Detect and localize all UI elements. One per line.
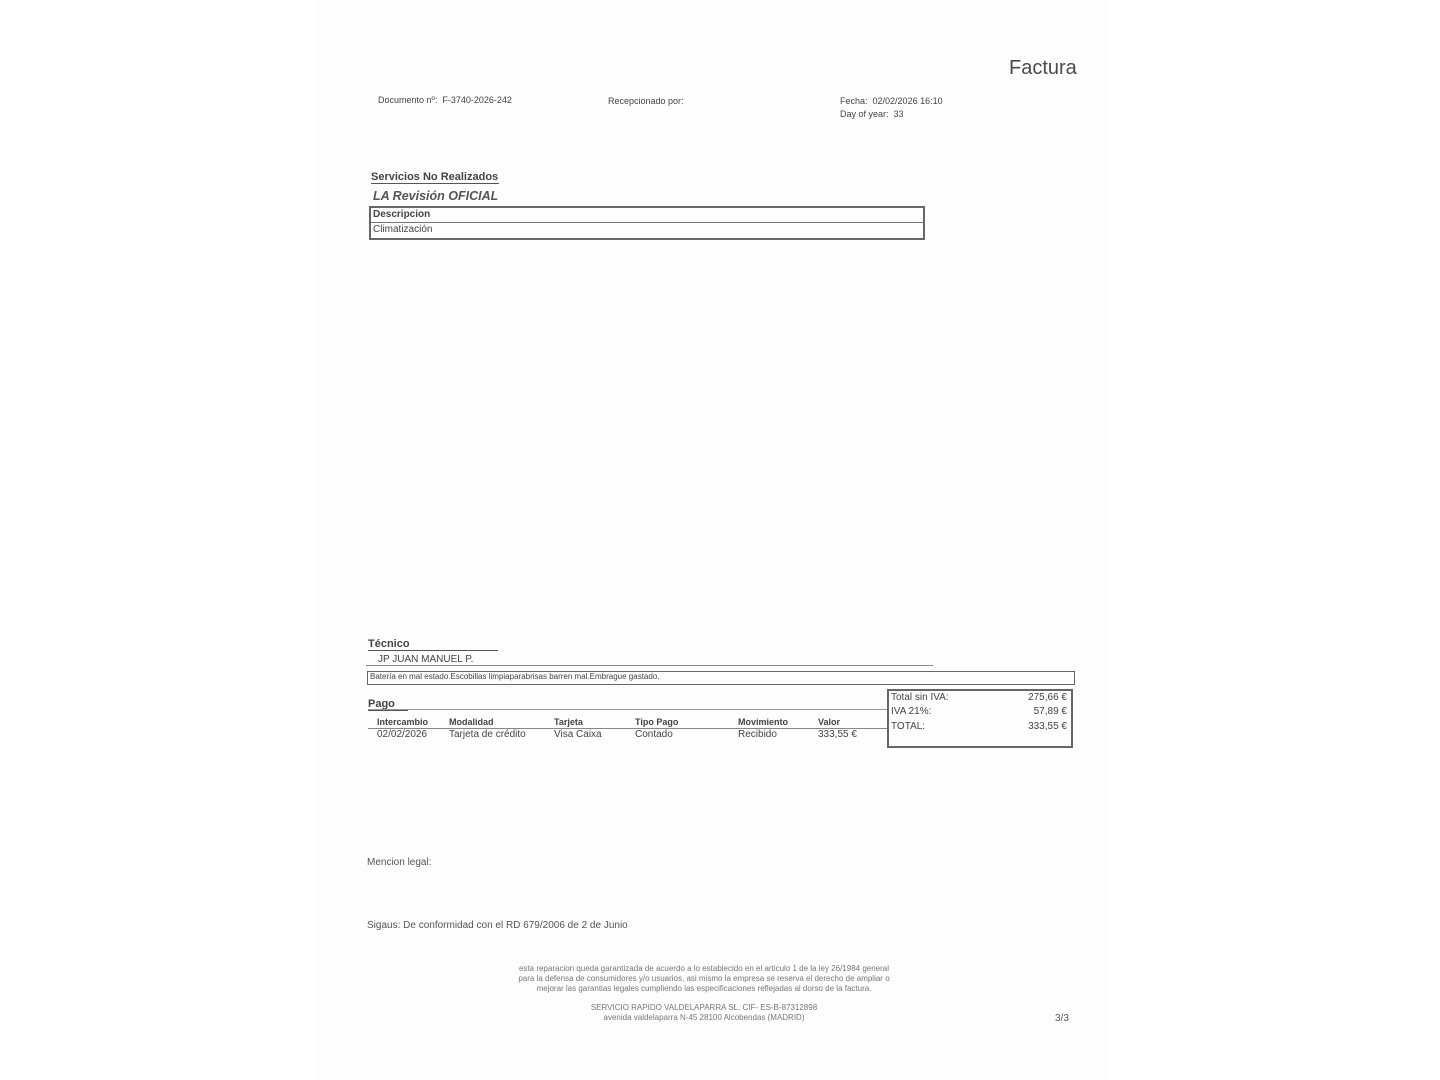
pago-cell-tarjeta: Visa Caixa: [554, 729, 602, 740]
pago-header-movimiento: Movimiento: [738, 717, 789, 727]
pago-header-modalidad: Modalidad: [449, 717, 494, 727]
invoice-page: [318, 0, 1108, 1080]
fecha-field: [840, 96, 943, 106]
document-title: Factura: [1009, 57, 1077, 79]
pago-header-tarjeta: Tarjeta: [554, 717, 583, 727]
iva-label: IVA 21%:: [891, 706, 932, 717]
descripcion-header: Descripcion: [373, 209, 431, 220]
total-sin-iva-label: Total sin IVA:: [891, 692, 949, 703]
pago-cell-valor: 333,55 €: [818, 729, 857, 740]
tecnico-section-title: Técnico: [368, 638, 498, 651]
documento-value: F-3740-2026-242: [442, 95, 512, 105]
iva-row: [891, 706, 1067, 717]
totals-box: [887, 689, 1073, 748]
pago-cell-movimiento: Recibido: [738, 729, 777, 740]
fecha-value: 02/02/2026 16:10: [872, 96, 943, 106]
pago-cell-tipo-pago: Contado: [635, 729, 673, 740]
day-of-year-field: [840, 109, 904, 119]
documento-field: [378, 95, 512, 105]
guarantee-line: esta reparacion queda garantizada de acuerdo a lo establecido en el articulo 1 de la ley 26/1984 general: [518, 964, 890, 973]
recepcionado-label: Recepcionado por:: [608, 96, 684, 106]
servicios-subtitle: LA Revisión OFICIAL: [373, 189, 499, 203]
table-divider: [371, 222, 923, 223]
pago-cell-modalidad: Tarjeta de crédito: [449, 729, 526, 740]
pago-section-title: Pago: [368, 698, 408, 711]
total-value: 333,55 €: [1028, 721, 1067, 732]
servicio-item: Climatización: [373, 224, 433, 235]
company-info: [504, 1003, 904, 1023]
page-number: 3/3: [1055, 1013, 1069, 1024]
total-label: TOTAL:: [891, 721, 926, 732]
pago-header-tipo-pago: Tipo Pago: [635, 717, 679, 727]
tecnico-notes: Batería en mal estado.Escobillas limpiaparabrisas barren mal.Embrague gastado.: [370, 672, 660, 681]
day-label: Day of year:: [840, 109, 889, 119]
tecnico-notes-box: [367, 671, 1075, 685]
total-sin-iva-row: [891, 692, 1067, 703]
fecha-label: Fecha:: [840, 96, 868, 106]
pago-divider: [368, 709, 888, 710]
company-line: SERVICIO RAPIDO VALDELAPARRA SL. CIF- ES-B-87312898: [590, 1003, 818, 1012]
guarantee-text: [454, 964, 954, 994]
servicios-table: [369, 206, 925, 240]
servicios-section-title: Servicios No Realizados: [371, 171, 499, 183]
iva-value: 57,89 €: [1033, 706, 1067, 717]
pago-header-valor: Valor: [818, 717, 841, 727]
sigaus-note: Sigaus: De conformidad con el RD 679/2006 de 2 de Junio: [367, 920, 628, 931]
tecnico-divider: [366, 665, 933, 666]
tecnico-name: JP JUAN MANUEL P.: [378, 654, 474, 665]
mencion-legal: Mencion legal:: [367, 857, 432, 868]
pago-cell-intercambio: 02/02/2026: [377, 729, 428, 740]
guarantee-line: mejorar las garantias legales cumpliendo las especificaciones reflejadas al dorso de la factura.: [536, 984, 872, 993]
company-line: avenida valdelaparra N-45 28100 Alcobendas (MADRID): [603, 1013, 805, 1022]
total-row: [891, 721, 1067, 732]
documento-label: Documento nº:: [378, 95, 438, 105]
guarantee-line: para la defensa de consumidores y/o usuarios, asi mismo la empresa se reserva el derecho de ampliar o: [518, 974, 890, 983]
pago-header-intercambio: Intercambio: [377, 717, 429, 727]
day-value: 33: [893, 109, 904, 119]
total-sin-iva-value: 275,66 €: [1028, 692, 1067, 703]
pago-header-divider: [368, 728, 888, 729]
